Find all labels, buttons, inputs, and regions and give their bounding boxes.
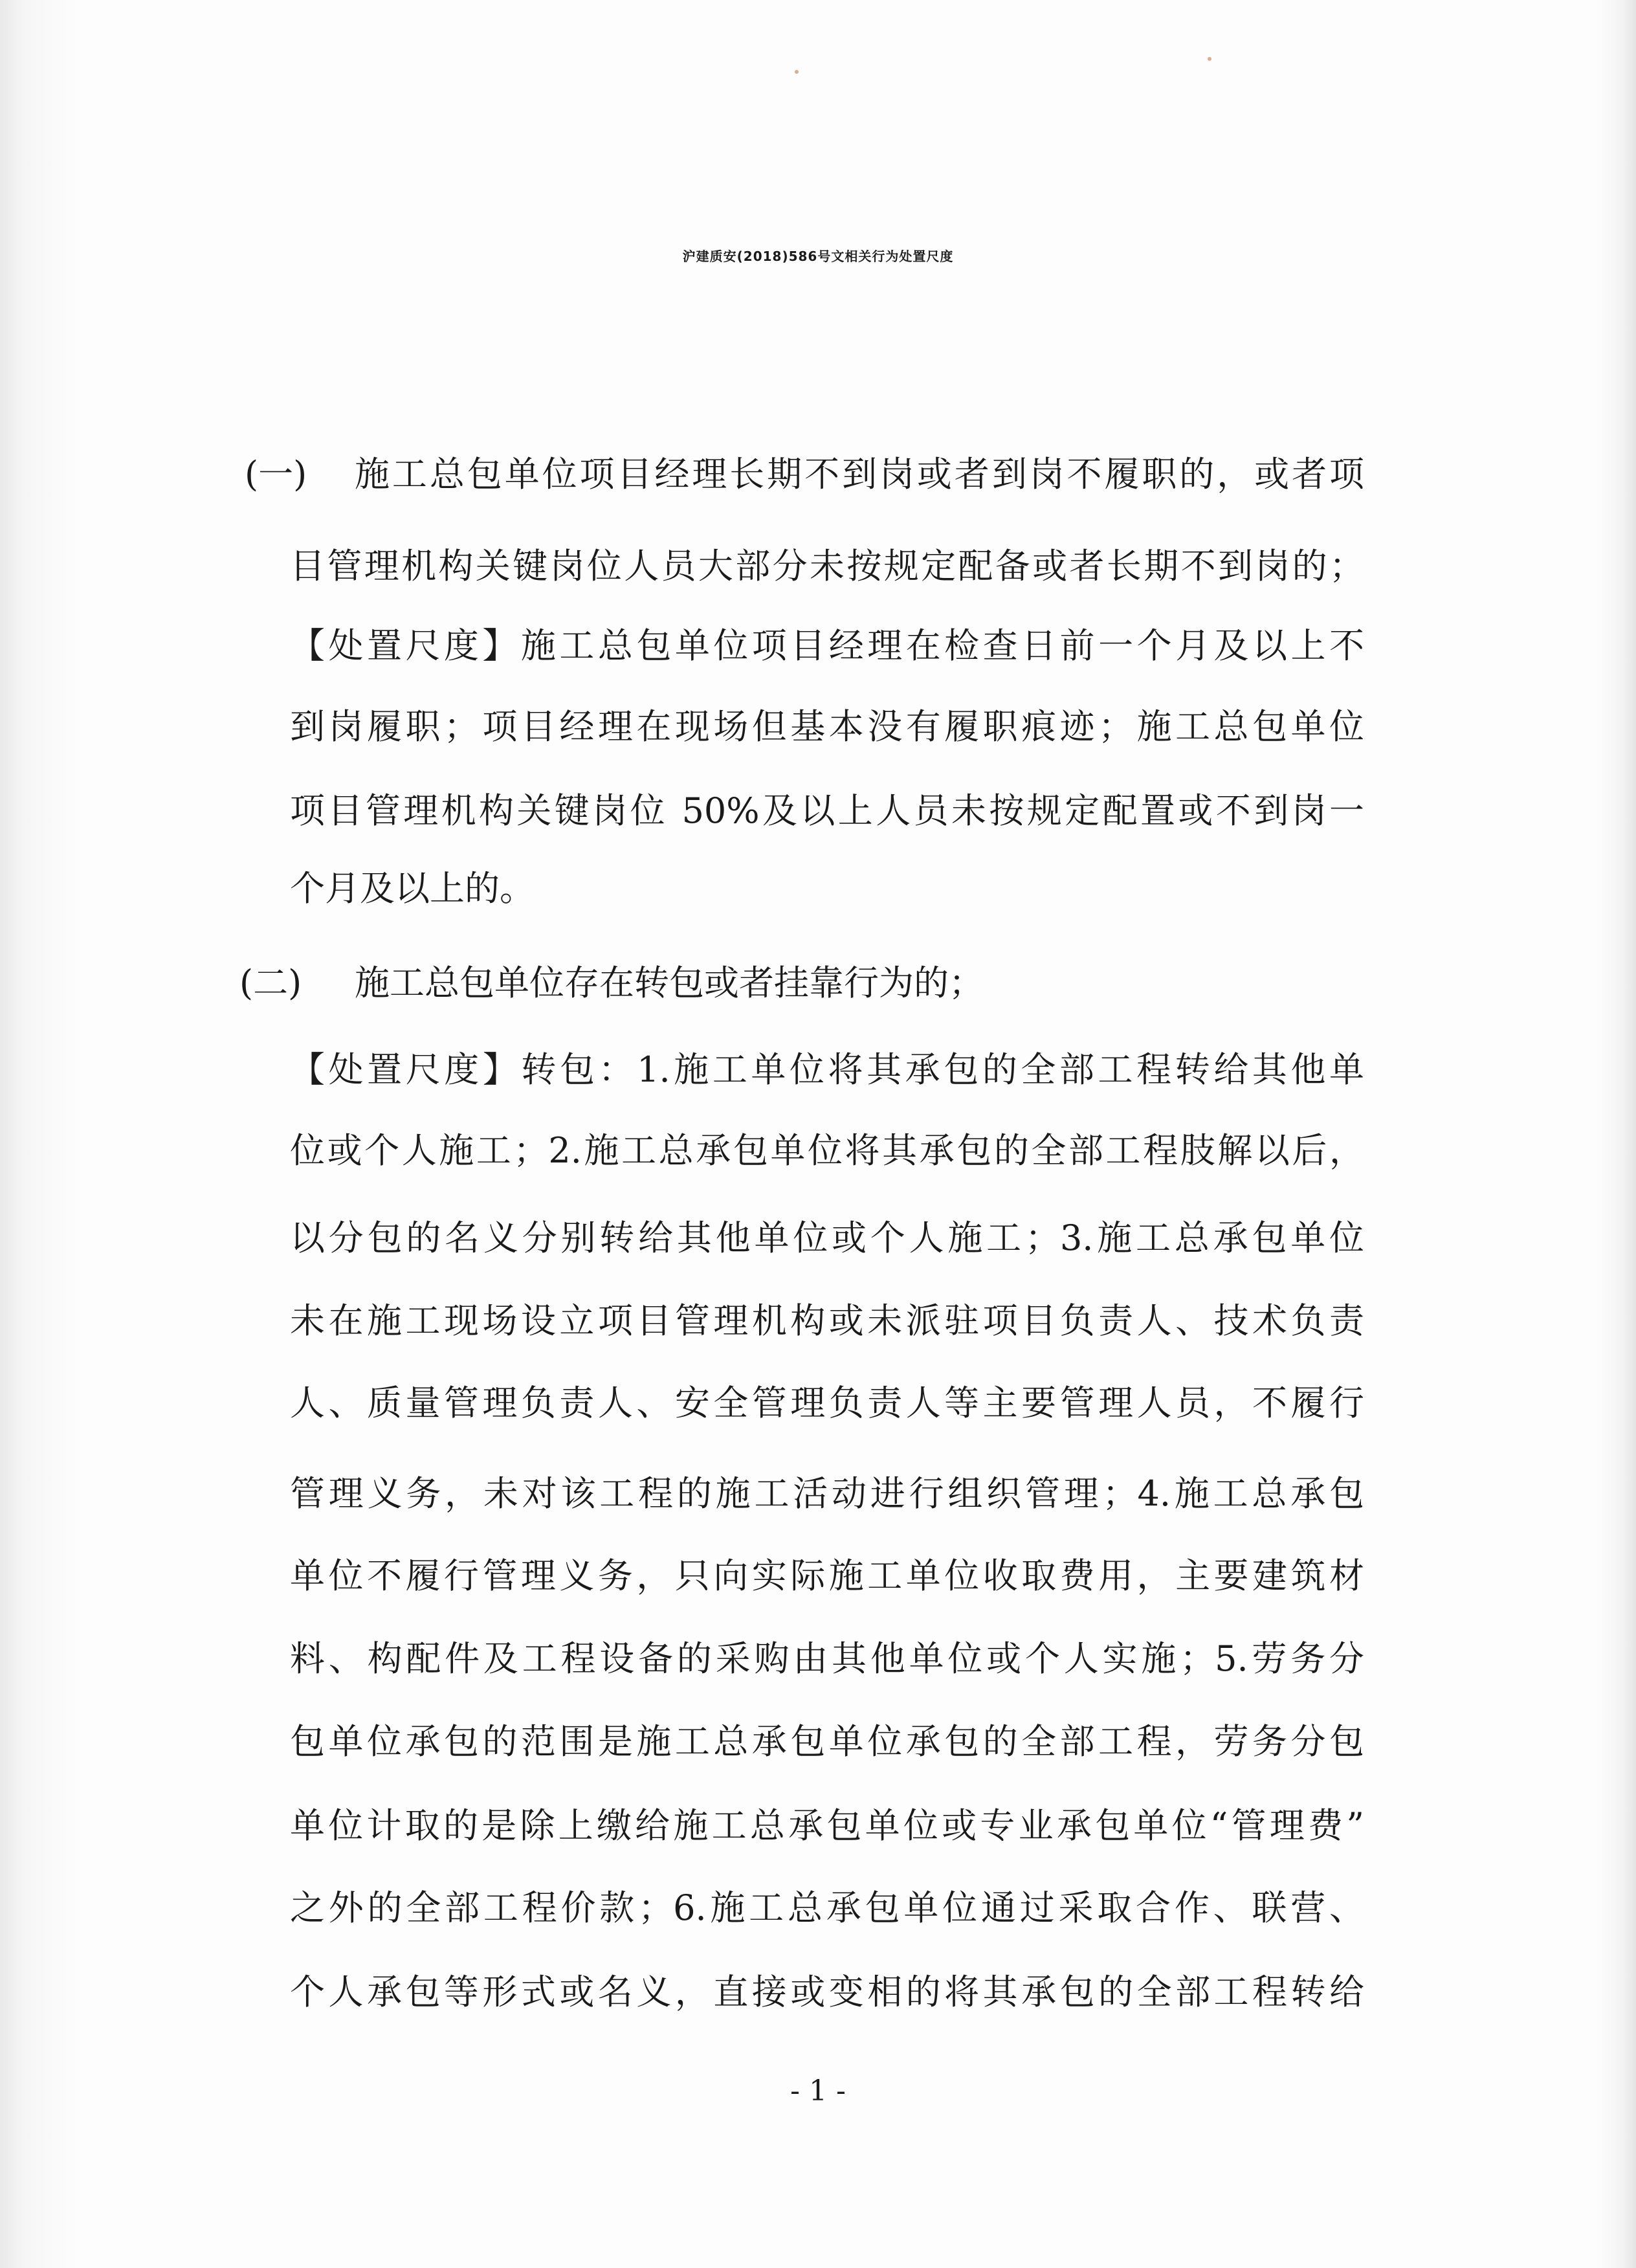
section-1-line-3: 【处置尺度】施工总包单位项目经理在检查日前一个月及以上不 [290,625,1364,666]
section-1-line-4: 到岗履职；项目经理在现场但基本没有履职痕迹；施工总包单位 [290,706,1364,747]
paper-right-edge [1597,0,1636,2268]
section-2-number: (二) [239,962,302,1003]
section-1-line-5: 项目管理机构关键岗位 50%及以上人员未按规定配置或不到岗一 [290,790,1364,831]
section-2-line-1: 施工总包单位存在转包或者挂靠行为的； [355,962,984,1003]
section-2-line-4: 以分包的名义分别转给其他单位或个人施工；3.施工总承包单位 [290,1217,1364,1258]
scan-speck [1208,57,1211,61]
section-2-line-8: 单位不履行管理义务，只向实际施工单位收取费用，主要建筑材 [290,1555,1364,1596]
paper-left-edge [0,0,78,2268]
document-title: 沪建质安(2018)586号文相关行为处置尺度 [682,249,954,264]
section-2-line-13: 个人承包等形式或名义，直接或变相的将其承包的全部工程转给 [290,1972,1364,2012]
section-2-line-11: 单位计取的是除上缴给施工总承包单位或专业承包单位“管理费” [290,1805,1364,1846]
section-2-line-7: 管理义务，未对该工程的施工活动进行组织管理；4.施工总承包 [290,1473,1364,1514]
section-1-line-2: 目管理机构关键岗位人员大部分未按规定配备或者长期不到岗的； [290,546,1364,586]
section-1-number: (一) [245,454,307,495]
section-2-line-5: 未在施工现场设立项目管理机构或未派驻项目负责人、技术负责 [290,1300,1364,1341]
section-2-line-6: 人、质量管理负责人、安全管理负责人等主要管理人员，不履行 [290,1383,1364,1423]
section-2-line-12: 之外的全部工程价款；6.施工总承包单位通过采取合作、联营、 [290,1887,1364,1928]
section-1-line-6: 个月及以上的。 [290,868,535,909]
section-2-line-2: 【处置尺度】转包：1.施工单位将其承包的全部工程转给其他单 [290,1049,1364,1090]
section-2-line-9: 料、构配件及工程设备的采购由其他单位或个人实施；5.劳务分 [290,1638,1364,1679]
section-1-line-1: 施工总包单位项目经理长期不到岗或者到岗不履职的，或者项 [355,454,1364,495]
page-number: - 1 - [790,2074,846,2107]
section-2-line-10: 包单位承包的范围是施工总承包单位承包的全部工程，劳务分包 [290,1721,1364,1762]
section-2-line-3: 位或个人施工；2.施工总承包单位将其承包的全部工程肢解以后， [290,1130,1364,1171]
scan-speck [795,70,799,74]
